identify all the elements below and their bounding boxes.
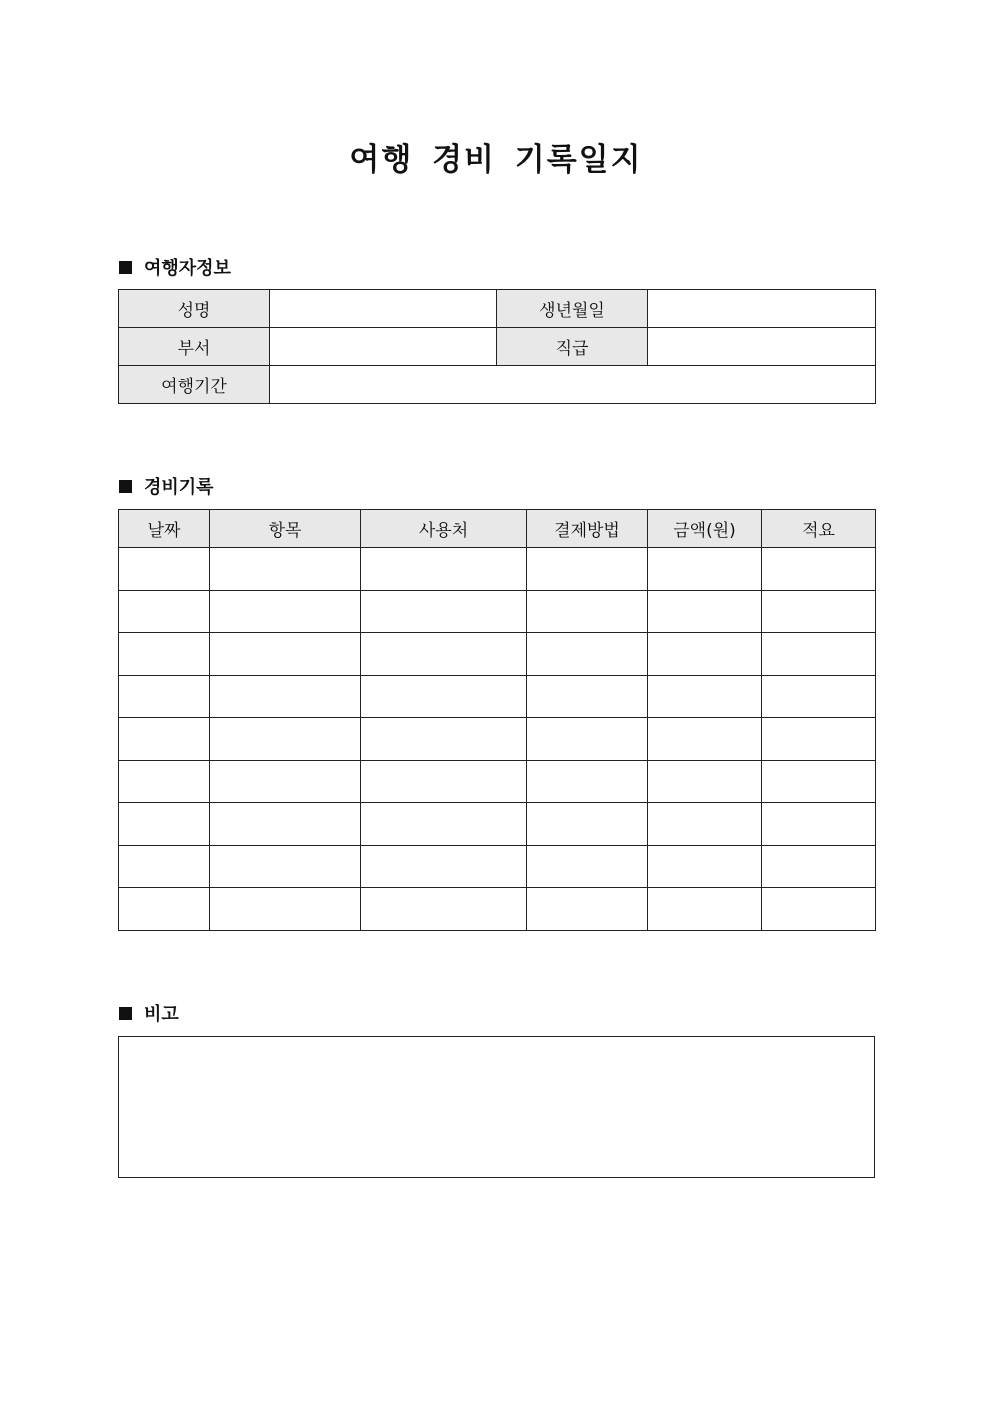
payment-method-cell[interactable] xyxy=(527,845,648,888)
travel-period-label: 여행기간 xyxy=(119,366,270,404)
black-square-icon xyxy=(119,480,132,493)
black-square-icon xyxy=(119,1007,132,1020)
table-row xyxy=(119,328,876,366)
section-heading-expenses xyxy=(119,473,214,499)
table-row xyxy=(119,590,876,633)
item-cell[interactable] xyxy=(210,845,361,888)
department-label: 부서 xyxy=(119,328,270,366)
date-cell[interactable] xyxy=(119,760,210,803)
notes-cell[interactable] xyxy=(762,633,876,676)
merchant-cell[interactable] xyxy=(361,548,527,591)
date-cell[interactable] xyxy=(119,548,210,591)
date-cell[interactable] xyxy=(119,845,210,888)
table-row xyxy=(119,760,876,803)
expense-table-body xyxy=(119,548,876,931)
table-row xyxy=(119,718,876,761)
amount-cell[interactable] xyxy=(648,718,762,761)
merchant-cell[interactable] xyxy=(361,718,527,761)
table-row xyxy=(119,548,876,591)
merchant-cell[interactable] xyxy=(361,590,527,633)
amount-cell[interactable] xyxy=(648,675,762,718)
payment-method-cell[interactable] xyxy=(527,590,648,633)
merchant-cell[interactable] xyxy=(361,675,527,718)
notes-cell[interactable] xyxy=(762,718,876,761)
section-heading-remarks xyxy=(119,1000,179,1026)
amount-cell[interactable] xyxy=(648,760,762,803)
column-header-date: 날짜 xyxy=(119,510,210,548)
traveler-info-table xyxy=(118,289,876,404)
page-title: 여행 경비 기록일지 xyxy=(349,142,643,178)
date-cell[interactable] xyxy=(119,888,210,931)
travel-period-field[interactable] xyxy=(270,366,876,404)
item-cell[interactable] xyxy=(210,760,361,803)
section-heading-label: 여행자정보 xyxy=(144,258,231,279)
column-header-notes: 적요 xyxy=(762,510,876,548)
item-cell[interactable] xyxy=(210,590,361,633)
item-cell[interactable] xyxy=(210,633,361,676)
date-cell[interactable] xyxy=(119,675,210,718)
merchant-cell[interactable] xyxy=(361,760,527,803)
merchant-cell[interactable] xyxy=(361,845,527,888)
payment-method-cell[interactable] xyxy=(527,888,648,931)
name-field[interactable] xyxy=(270,290,497,328)
notes-cell[interactable] xyxy=(762,548,876,591)
notes-cell[interactable] xyxy=(762,675,876,718)
column-header-amount: 금액(원) xyxy=(648,510,762,548)
table-header-row xyxy=(119,510,876,548)
date-cell[interactable] xyxy=(119,633,210,676)
amount-cell[interactable] xyxy=(648,548,762,591)
table-row xyxy=(119,803,876,846)
table-row xyxy=(119,675,876,718)
department-field[interactable] xyxy=(270,328,497,366)
amount-cell[interactable] xyxy=(648,845,762,888)
amount-cell[interactable] xyxy=(648,590,762,633)
notes-cell[interactable] xyxy=(762,760,876,803)
notes-cell[interactable] xyxy=(762,590,876,633)
merchant-cell[interactable] xyxy=(361,888,527,931)
position-label: 직급 xyxy=(497,328,648,366)
payment-method-cell[interactable] xyxy=(527,548,648,591)
expense-record-table xyxy=(118,509,876,931)
name-label: 성명 xyxy=(119,290,270,328)
section-heading-traveler xyxy=(119,254,231,280)
item-cell[interactable] xyxy=(210,548,361,591)
amount-cell[interactable] xyxy=(648,633,762,676)
payment-method-cell[interactable] xyxy=(527,675,648,718)
column-header-item: 항목 xyxy=(210,510,361,548)
payment-method-cell[interactable] xyxy=(527,633,648,676)
notes-cell[interactable] xyxy=(762,803,876,846)
date-cell[interactable] xyxy=(119,803,210,846)
item-cell[interactable] xyxy=(210,675,361,718)
merchant-cell[interactable] xyxy=(361,803,527,846)
payment-method-cell[interactable] xyxy=(527,803,648,846)
date-cell[interactable] xyxy=(119,590,210,633)
birthdate-label: 생년월일 xyxy=(497,290,648,328)
amount-cell[interactable] xyxy=(648,803,762,846)
date-cell[interactable] xyxy=(119,718,210,761)
remarks-field[interactable] xyxy=(118,1036,875,1178)
black-square-icon xyxy=(119,261,132,274)
item-cell[interactable] xyxy=(210,888,361,931)
notes-cell[interactable] xyxy=(762,845,876,888)
payment-method-cell[interactable] xyxy=(527,718,648,761)
amount-cell[interactable] xyxy=(648,888,762,931)
table-row xyxy=(119,290,876,328)
payment-method-cell[interactable] xyxy=(527,760,648,803)
column-header-payment-method: 결제방법 xyxy=(527,510,648,548)
position-field[interactable] xyxy=(648,328,876,366)
merchant-cell[interactable] xyxy=(361,633,527,676)
birthdate-field[interactable] xyxy=(648,290,876,328)
table-row xyxy=(119,366,876,404)
table-row xyxy=(119,633,876,676)
item-cell[interactable] xyxy=(210,803,361,846)
table-row xyxy=(119,845,876,888)
column-header-merchant: 사용처 xyxy=(361,510,527,548)
notes-cell[interactable] xyxy=(762,888,876,931)
section-heading-label: 경비기록 xyxy=(144,477,214,498)
item-cell[interactable] xyxy=(210,718,361,761)
section-heading-label: 비고 xyxy=(144,1004,179,1025)
table-row xyxy=(119,888,876,931)
